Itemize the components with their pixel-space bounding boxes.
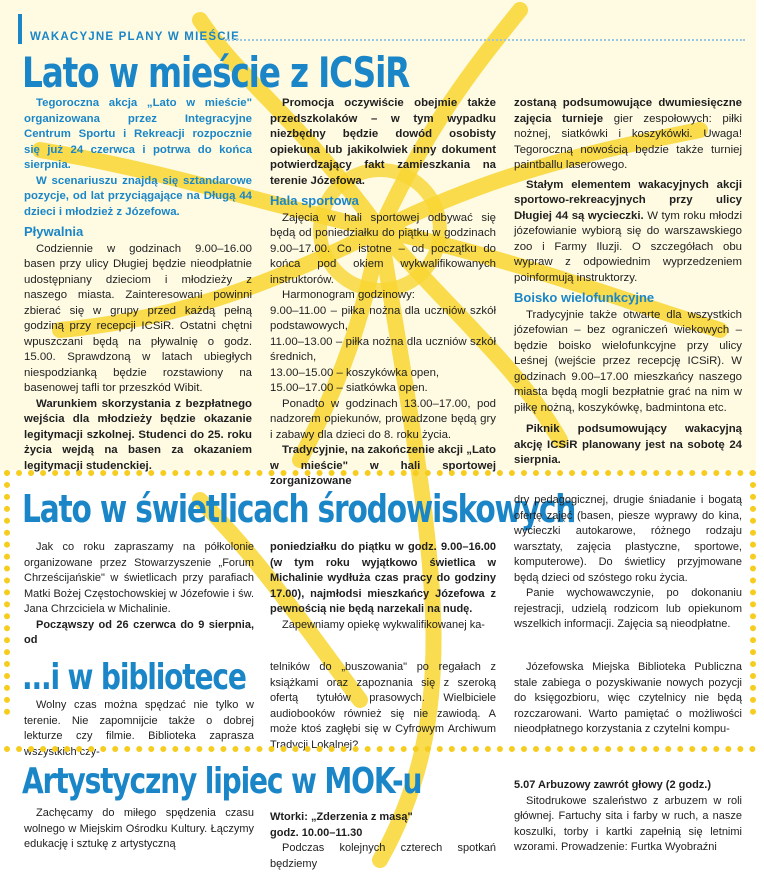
article-title-swietlice: Lato w świetlicach środowiskowych (22, 487, 576, 531)
event-heading: 5.07 Arbuzowy zawrót głowy (2 godz.) (514, 779, 712, 791)
paragraph-bold: Warunkiem skorzystania z bezpłatnego wejścia dla młodzieży będzie okazanie legitymacji szkolnej. Studenci do 25. roku życia wejdą na basen za okazaniem legitymacji studenckiej. (24, 397, 252, 472)
paragraph: Józefowska Miejska Biblioteka Publiczna stale zabiega o pozyskiwanie nowych pozycji do księgozbioru, więc czytelnicy nie będą rozczarowani. Warto pamiętać o możliwości nieodpłatnego korzystania z czytelni kompu- (514, 661, 742, 735)
section-divider (225, 39, 745, 41)
article-title-mok: Artystyczny lipiec w MOK-u (22, 761, 422, 802)
article-title-lato-w-miescie: Lato w mieście z ICSiR (22, 48, 410, 97)
article-title-biblioteka: ...i w bibliotece (22, 657, 246, 698)
paragraph: Zajęcia w hali sportowej odbywać się będą od poniedziałku do piątku w godzinach 9.00–17.00. Co istotne – od początku do końca pod okiem wykwalifikowanych instruktorów. (270, 211, 496, 286)
article2-column-2 (270, 540, 496, 633)
article3-column-2 (270, 660, 496, 753)
paragraph-bold: Piknik podsumowujący wakacyjną akcję ICSiR planowany jest na sobotę 24 sierpnia. (514, 423, 742, 466)
schedule-heading: Harmonogram godzinowy: (282, 289, 415, 301)
schedule-item: 9.00–11.00 – piłka nożna dla uczniów szkół podstawowych, (270, 304, 496, 332)
paragraph: Podczas kolejnych czterech spotkań będziemy (270, 842, 496, 870)
paragraph: Panie wychowawczynie, po dokonaniu rejestracji, udzielą rodzicom lub opiekunom wszelkich informacji. Zajęcia są nieodpłatne. (514, 587, 742, 630)
article4-column-3 (514, 778, 742, 856)
article1-column-1 (24, 96, 252, 474)
article2-column-3 (514, 493, 742, 633)
paragraph: Ponadto w godzinach 13.00–17.00, pod nadzorem opiekunów, prowadzone będą gry i zabawy dla dzieci do 8. roku życia. (270, 397, 496, 441)
text-bold: zostaną podsumowujące dwumiesięczne zajęcia turnieje (514, 97, 742, 125)
subheading-hala-sportowa: Hala sportowa (270, 193, 359, 208)
article4-column-2 (270, 810, 496, 872)
paragraph-bold: Tradycyjnie, na zakończenie akcji „Lato w mieście" w hali sportowej zorganizowane (270, 444, 496, 487)
schedule-item: 11.00–13.00 – piłka nożna dla uczniów szkół średnich, (270, 335, 496, 363)
article2-column-1 (24, 540, 254, 649)
text-bold: Stałym elementem wakacyjnych akcji sportowo-rekreacyjnych przy ulicy Długiej 44 są wycieczki. (514, 178, 742, 222)
paragraph-bold: poniedziałku do piątku w godz. 9.00–16.00 (w tym roku wyjątkowo świetlica w Michalinie wydłuża czas pracy do godziny 17.00), najmłodsi mieszkańcy Józefowa z pewnością nie będą narzekali na nudę. (270, 541, 496, 615)
paragraph: telników do „buszowania" po regałach z książkami oraz zapoznania się z szeroką ofertą tytułów prasowych. Wielbiciele audiobooków również się nie zawiodą. A może ktoś zagłębi się w Cyfrowym Archiwum Tradycji Lokalnej? (270, 661, 496, 751)
text: gier zespołowych: piłki nożnej, siatkówki i koszykówki. Uwaga! Tegoroczną nowością będzie także turniej paintballu laserowego. (514, 112, 742, 171)
paragraph: Jak co roku zapraszamy na półkolonie organizowane przez Stowarzyszenie „Forum Chrześcijańskie" w świetlicach przy parafiach Matki Bożej Częstochowskiej w Józefowie i św. Jana Chrzciciela w Michalinie. (24, 541, 254, 615)
paragraph: Wolny czas można spędzać nie tylko w terenie. Nie zapomnijcie także o dobrej lekturze czy filmie. Biblioteka zaprasza wszystkich czy- (24, 699, 254, 758)
paragraph-bold: Promocja oczywiście obejmie także przedszkolaków – w tym wypadku niezbędny będzie dowód osobisty opiekuna lub jakikolwiek inny dokument potwierdzający fakt zamieszkania na terenie Józefowa. (270, 97, 496, 187)
paragraph: Zapewniamy opiekę wykwalifikowanej ka- (282, 618, 485, 631)
article4-divider (4, 746, 756, 752)
text: W tym roku młodzi józefowianie wybiorą się do warszawskiego zoo i Farmy Iluzji. O szczegółach obu wypraw z odpowiednim wyprzedzeniem poinformują instruktorzy. (514, 209, 742, 284)
article4-column-1 (24, 806, 254, 853)
article1-lead-2: W scenariuszu znajdą się sztandarowe pozycje, od lat przyciągające na Długą 44 dzieci i młodzież z Józefowa. (24, 174, 252, 218)
article1-lead: Tegoroczna akcja „Lato w mieście" organizowana przez Integracyjne Centrum Sportu i Rekreacji rozpocznie się już 24 czerwca i potrwa do końca sierpnia. (24, 97, 252, 171)
event-heading: Wtorki: „Zderzenia z masą" (270, 811, 413, 823)
paragraph: Codziennie w godzinach 9.00–16.00 basen przy ulicy Długiej będzie nieodpłatnie udostępniany dzieciom i młodzieży z naszego miasta. Zainteresowani powinni zbierać się w grupy przed każdą pełną godziną przy recepcji ICSiR. Ostatni chętni wpuszczani będą na pływalnię o godz. 15.00. Sprawdzoną w latach ubiegłych niespodzianką będzie rozstawiony na basenowej tafli tor przeszkód Wibit. (24, 242, 252, 394)
schedule-item: 15.00–17.00 – siatkówka open. (270, 382, 428, 394)
subheading-plywalnia: Pływalnia (24, 224, 84, 239)
paragraph-bold: Począwszy od 26 czerwca do 9 sierpnia, od (24, 618, 254, 646)
event-time: godz. 10.00–11.30 (270, 826, 363, 839)
article1-column-3 (514, 96, 742, 469)
section-marker (18, 14, 22, 44)
paragraph: Sitodrukowe szaleństwo z arbuzem w roli głównej. Fartuchy sita i farby w ruch, a nasze koszulki, torby i kartki zapełnią się letnimi wzorami. Prowadzenie: Furtka Wyobraźni (514, 794, 742, 853)
paragraph: Zachęcamy do miłego spędzenia czasu wolnego w Miejskim Ośrodku Kultury. Łączymy edukację i sztukę z artystyczną (24, 807, 254, 850)
paragraph: dry pedagogicznej, drugie śniadanie i bogatą ofertę zajęć (basen, piesze wyprawy do kina, wycieczki autokarowe, różnego rodzaju warsztaty, zajęcia plastyczne, sportowe, komputerowe). Do świetlicy przyjmowane będą dzieci od szóstego roku życia. (514, 494, 742, 584)
paragraph: Tradycyjnie także otwarte dla wszystkich józefowian – bez ograniczeń wiekowych – będzie boisko wielofunkcyjne przy ulicy Leśnej (wejście przez recepcję ICSiR). W godzinach 9.00–17.00 mieszkańcy naszego miasta będą mogli bezpłatnie grać na nim w piłkę nożną, koszykówkę, badmintona etc. (514, 308, 742, 414)
section-label: WAKACYJNE PLANY W MIEŚCIE (30, 31, 240, 43)
schedule-item: 13.00–15.00 – koszykówka open, (270, 366, 440, 379)
article1-column-2 (270, 96, 496, 490)
article3-column-3 (514, 660, 742, 738)
subheading-boisko: Boisko wielofunkcyjne (514, 290, 655, 305)
